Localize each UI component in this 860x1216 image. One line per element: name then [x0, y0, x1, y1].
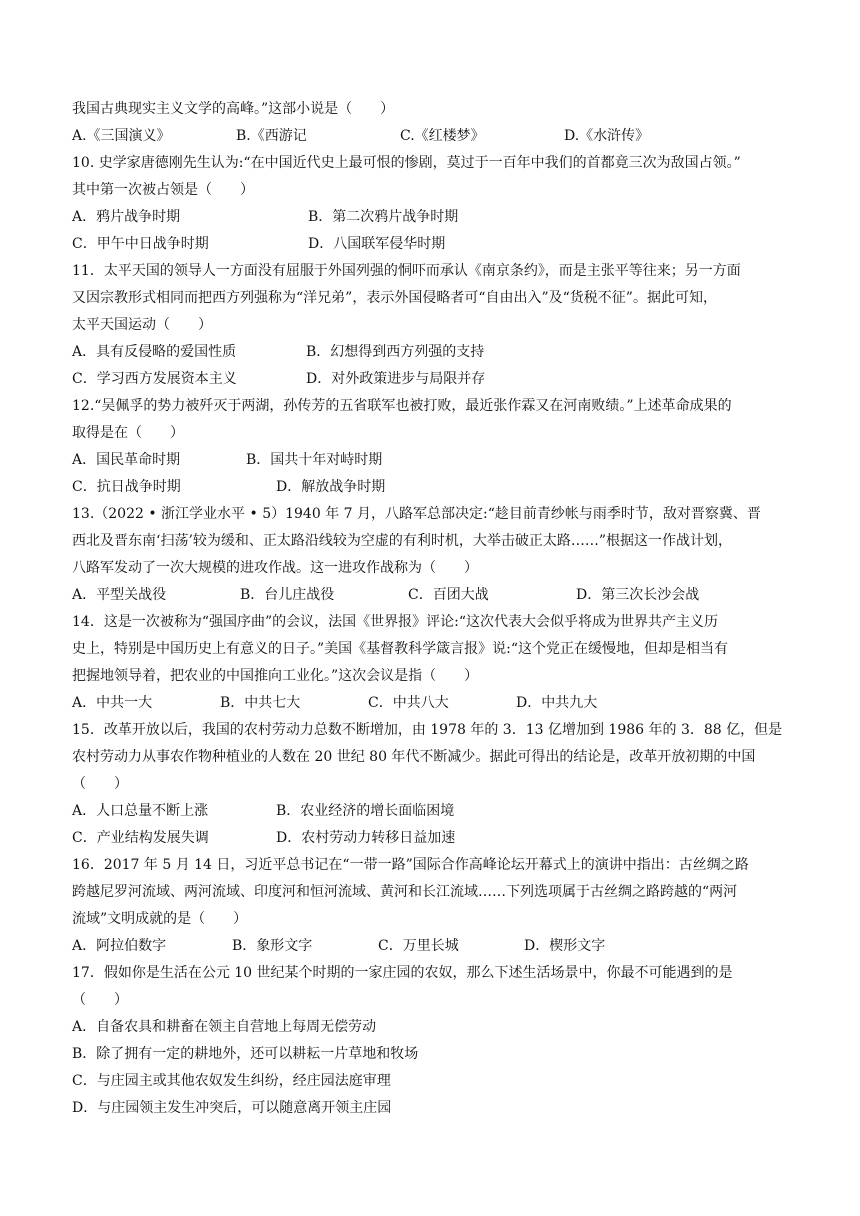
- question-stem-line: 16．2017 年 5 月 14 日，习近平总书记在“一带一路”国际合作高峰论坛开幕式上的演讲中指出：古丝绸之路: [72, 857, 749, 873]
- options-row: [72, 123, 794, 150]
- options-row: [72, 231, 794, 258]
- question-15: [72, 717, 794, 852]
- options-row: [72, 447, 794, 474]
- options-row: [72, 204, 794, 231]
- question-stem-line: 15．改革开放以后，我国的农村劳动力总数不断增加，由 1978 年的 3．13 亿增加到 1986 年的 3．88 亿，但是: [72, 722, 783, 738]
- option-a: A．国民革命时期: [72, 452, 181, 468]
- question-stem-line: 取得是在（ ）: [72, 425, 184, 441]
- question-11: [72, 258, 794, 393]
- option-c: C．抗日战争时期: [72, 479, 181, 495]
- option-c: C．学习西方发展资本主义: [72, 371, 237, 387]
- option-a: A．自备农具和耕畜在领主自营地上每周无偿劳动: [72, 1019, 377, 1035]
- question-12: [72, 393, 794, 501]
- question-13: [72, 501, 794, 609]
- option-b: B．农业经济的增长面临困境: [276, 803, 455, 819]
- option-a: A．阿拉伯数字: [72, 938, 167, 954]
- option-a: A．平型关战役: [72, 587, 167, 603]
- option-d: D．农村劳动力转移日益加速: [276, 830, 456, 846]
- option-b: B．国共十年对峙时期: [246, 452, 383, 468]
- question-stem-line: 其中第一次被占领是（ ）: [72, 182, 254, 198]
- question-stem-line: 跨越尼罗河流域、两河流域、印度河和恒河流域、黄河和长江流域……下列选项属于古丝绸之路跨越的“两河: [72, 884, 738, 900]
- option-d: D．八国联军侵华时期: [308, 236, 446, 252]
- option-c: C．甲午中日战争时期: [72, 236, 209, 252]
- question-stem-line: 八路军发动了一次大规模的进攻作战。这一进攻作战称为（ ）: [72, 560, 478, 576]
- question-stem-line: 又因宗教形式相同而把西方列强称为“洋兄弟”，表示外国侵略者可“自由出入”及“货税不征”。据此可知，: [72, 290, 717, 306]
- question-stem-line: 13.（2022 • 浙江学业水平 • 5）1940 年 7 月，八路军总部决定:“趁目前青纱帐与雨季时节，敌对晋察冀、晋: [72, 506, 761, 522]
- option-d: D．中共九大: [516, 695, 598, 711]
- question-stem-line: 我国古典现实主义文学的高峰。”这部小说是（ ）: [72, 101, 395, 117]
- question-9: [72, 96, 794, 150]
- option-b: B．除了拥有一定的耕地外，还可以耕耘一片草地和牧场: [72, 1046, 419, 1062]
- option-c: C.《红楼梦》: [400, 128, 485, 144]
- question-stem-line: 史上，特别是中国历史上有意义的日子。”美国《基督教科学箴言报》说:“这个党正在缓慢地，但却是相当有: [72, 641, 729, 657]
- options-row: [72, 933, 794, 960]
- option-d: D．对外政策进步与局限并存: [306, 371, 486, 387]
- question-16: [72, 852, 794, 960]
- question-stem-line: 17．假如你是生活在公元 10 世纪某个时期的一家庄园的农奴，那么下述生活场景中，你最不可能遇到的是: [72, 965, 733, 981]
- question-list: [72, 96, 794, 1122]
- question-stem-line: 10. 史学家唐德刚先生认为:“在中国近代史上最可恨的惨剧，莫过于一百年中我们的首都竟三次为敌国占领。”: [72, 155, 741, 171]
- question-stem-line: 流域”文明成就的是（ ）: [72, 911, 248, 927]
- options-row: [72, 690, 794, 717]
- question-stem-line: （ ）: [72, 776, 128, 792]
- question-stem-line: 农村劳动力从事农作物种植业的人数在 20 世纪 80 年代不断减少。据此可得出的结论是，改革开放初期的中国: [72, 749, 756, 765]
- option-a: A．鸦片战争时期: [72, 209, 181, 225]
- option-d: D．楔形文字: [524, 938, 606, 954]
- option-c: C．产业结构发展失调: [72, 830, 209, 846]
- question-stem-line: 把握地领导着，把农业的中国推向工业化。”这次会议是指（ ）: [72, 668, 479, 684]
- option-d: D．与庄园领主发生冲突后，可以随意离开领主庄园: [72, 1100, 392, 1116]
- option-b: B．幻想得到西方列强的支持: [306, 344, 485, 360]
- option-d: D．第三次长沙会战: [576, 587, 700, 603]
- option-c: C．与庄园主或其他农奴发生纠纷，经庄园法庭审理: [72, 1073, 391, 1089]
- option-b: B．第二次鸦片战争时期: [308, 209, 459, 225]
- options-row: [72, 474, 794, 501]
- options-row: [72, 366, 794, 393]
- option-a: A．中共一大: [72, 695, 153, 711]
- question-stem-line: （ ）: [72, 992, 128, 1008]
- option-a: A.《三国演义》: [72, 128, 171, 144]
- question-17: [72, 960, 794, 1122]
- option-b: B．台儿庄战役: [240, 587, 335, 603]
- question-stem-line: 14．这是一次被称为“强国序曲”的会议，法国《世界报》评论:“这次代表大会似乎将成为世界共产主义历: [72, 614, 719, 630]
- question-14: [72, 609, 794, 717]
- option-c: C．中共八大: [368, 695, 449, 711]
- question-10: [72, 150, 794, 258]
- option-c: C．百团大战: [408, 587, 489, 603]
- option-a: A．具有反侵略的爱国性质: [72, 344, 237, 360]
- option-b: B．象形文字: [232, 938, 313, 954]
- option-d: D.《水浒传》: [564, 128, 650, 144]
- options-row: [72, 339, 794, 366]
- option-a: A．人口总量不断上涨: [72, 803, 209, 819]
- option-d: D．解放战争时期: [276, 479, 386, 495]
- option-c: C．万里长城: [378, 938, 459, 954]
- option-b: B．中共七大: [220, 695, 301, 711]
- options-row: [72, 798, 794, 825]
- options-row: [72, 582, 794, 609]
- question-stem-line: 12.“吴佩孚的势力被歼灭于两湖，孙传芳的五省联军也被打败，最近张作霖又在河南败绩。”上述革命成果的: [72, 398, 732, 414]
- options-row: [72, 825, 794, 852]
- question-stem-line: 11．太平天国的领导人一方面没有屈服于外国列强的恫吓而承认《南京条约》，而是主张平等往来；另一方面: [72, 263, 741, 279]
- question-stem-line: 西北及晋东南‘扫荡’较为缓和、正太路沿线较为空虚的有利时机，大举击破正太路……”根据这一作战计划，: [72, 533, 733, 549]
- question-stem-line: 太平天国运动（ ）: [72, 317, 212, 333]
- option-b: B.《西游记: [236, 128, 307, 144]
